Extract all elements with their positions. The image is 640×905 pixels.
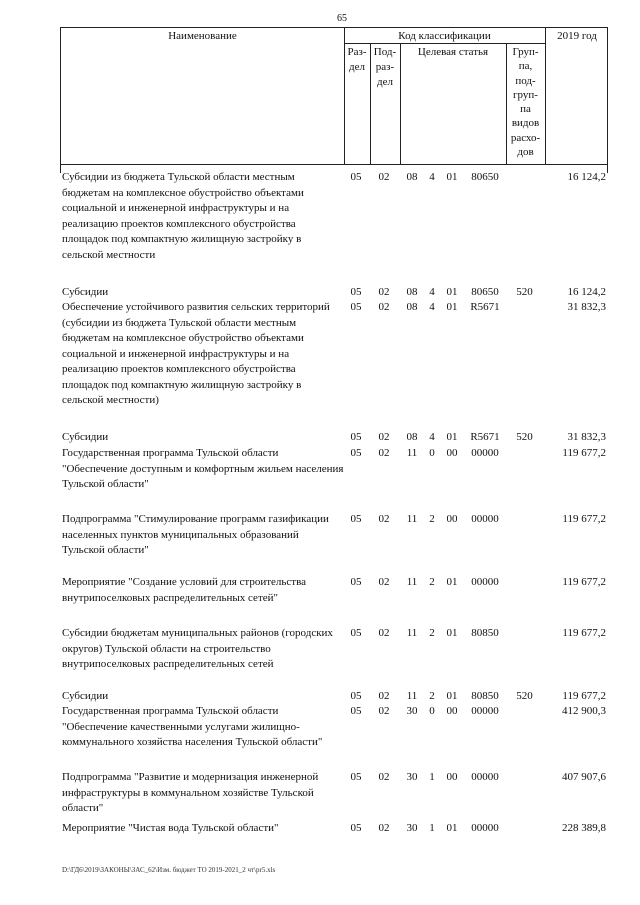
row-code-c2: 2 — [429, 627, 435, 639]
row-code-pr: 02 — [378, 576, 390, 588]
row-code-c2: 4 — [429, 301, 435, 313]
row-code-rz: 05 — [350, 431, 362, 443]
row-code-vr: 520 — [516, 431, 533, 443]
row-code-c1: 11 — [406, 690, 418, 702]
row-code-c4: R5671 — [470, 301, 500, 313]
row-code-pr: 02 — [378, 301, 390, 313]
row-code-c1: 08 — [406, 301, 418, 313]
header-name: Наименование — [168, 30, 237, 42]
row-name: Субсидии — [62, 286, 109, 298]
row-code-rz: 05 — [350, 690, 362, 702]
row-code-c3: 01 — [446, 822, 458, 834]
row-code-c3: 00 — [446, 513, 458, 525]
row-code-c3: 00 — [446, 771, 458, 783]
header-year: 2019 год — [557, 30, 597, 42]
table-header — [60, 27, 608, 165]
row-amount: 412 900,3 — [562, 705, 606, 717]
row-code-c2: 1 — [429, 771, 435, 783]
row-code-pr: 02 — [378, 286, 390, 298]
row-code-c2: 2 — [429, 576, 435, 588]
row-code-c4: 00000 — [471, 576, 499, 588]
row-code-pr: 02 — [378, 171, 390, 183]
file-path-footer: D:\ГД6\2019\ЗАКОНЫ\ЗАС_62\Изм. бюджет ТО 2019-2021_2 чт\pr5.xls — [62, 866, 276, 874]
row-name: Государственная программа Тульской области "Обеспечение качественными услугами жилищно-коммунального хозяйства населения Тульской области" — [62, 705, 323, 748]
row-code-pr: 02 — [378, 627, 390, 639]
row-code-c1: 11 — [406, 513, 418, 525]
row-code-c4: R5671 — [470, 431, 500, 443]
row-code-c1: 08 — [406, 171, 418, 183]
row-name: Государственная программа Тульской области "Обеспечение доступным и комфортным жильем населения Тульской области" — [62, 447, 344, 490]
row-code-c2: 1 — [429, 822, 435, 834]
row-name: Мероприятие "Создание условий для строительства внутрипоселковых распределительных сетей" — [62, 576, 307, 604]
row-code-c4: 80850 — [471, 627, 499, 639]
row-code-c1: 30 — [406, 771, 418, 783]
row-code-c2: 2 — [429, 690, 435, 702]
row-code-c4: 00000 — [471, 447, 499, 459]
row-amount: 119 677,2 — [562, 513, 606, 525]
row-code-pr: 02 — [378, 822, 390, 834]
row-code-c2: 2 — [429, 513, 435, 525]
row-code-c4: 80650 — [471, 286, 499, 298]
row-code-pr: 02 — [378, 771, 390, 783]
row-code-vr: 520 — [516, 286, 533, 298]
row-code-c3: 01 — [446, 690, 458, 702]
row-name: Подпрограмма "Стимулирование программ газификации населенных пунктов муниципальных образований Тульской области" — [62, 513, 329, 556]
row-amount: 119 677,2 — [562, 627, 606, 639]
row-amount: 16 124,2 — [567, 286, 606, 298]
row-amount: 119 677,2 — [562, 690, 606, 702]
header-classification: Код классификации — [398, 30, 491, 42]
row-code-c3: 01 — [446, 301, 458, 313]
row-code-c1: 11 — [406, 627, 418, 639]
row-name: Подпрограмма "Развитие и модернизация инженерной инфраструктуры в коммунальном хозяйстве Тульской области" — [62, 771, 319, 814]
row-code-vr: 520 — [516, 690, 533, 702]
row-code-c2: 4 — [429, 171, 435, 183]
row-name: Субсидии — [62, 431, 109, 443]
row-code-c1: 30 — [406, 822, 418, 834]
row-name: Мероприятие "Чистая вода Тульской области" — [62, 822, 279, 834]
row-code-rz: 05 — [350, 447, 362, 459]
row-code-c4: 80850 — [471, 690, 499, 702]
row-code-c4: 80650 — [471, 171, 499, 183]
row-code-rz: 05 — [350, 576, 362, 588]
row-code-rz: 05 — [350, 627, 362, 639]
header-subsection: Под- раз- дел — [373, 46, 397, 88]
row-amount: 119 677,2 — [562, 447, 606, 459]
row-code-c1: 08 — [406, 286, 418, 298]
row-code-c3: 01 — [446, 286, 458, 298]
row-name: Субсидии из бюджета Тульской области местным бюджетам на комплексное обустройство объектами социальной и инженерной инфраструктуры и на реализацию проектов комплексного обустройства площадок под компактную жилищную застройку в сельской местности — [62, 171, 304, 261]
row-amount: 31 832,3 — [567, 431, 606, 443]
row-code-c3: 01 — [446, 576, 458, 588]
row-code-rz: 05 — [350, 771, 362, 783]
row-code-pr: 02 — [378, 431, 390, 443]
row-amount: 31 832,3 — [567, 301, 606, 313]
header-section: Раз- дел — [347, 46, 367, 73]
row-amount: 228 389,8 — [562, 822, 606, 834]
row-code-c2: 0 — [429, 447, 435, 459]
row-code-c1: 11 — [406, 447, 418, 459]
row-code-pr: 02 — [378, 705, 390, 717]
row-code-c2: 4 — [429, 431, 435, 443]
row-code-c4: 00000 — [471, 822, 499, 834]
header-group: Груп- па, под- груп- па видов расхо- дов — [510, 46, 541, 159]
row-code-c4: 00000 — [471, 705, 499, 717]
row-code-c1: 30 — [406, 705, 418, 717]
row-code-c3: 00 — [446, 705, 458, 717]
page-number: 65 — [337, 13, 347, 24]
row-code-rz: 05 — [350, 286, 362, 298]
row-code-c4: 00000 — [471, 771, 499, 783]
row-code-rz: 05 — [350, 822, 362, 834]
row-code-c3: 01 — [446, 627, 458, 639]
row-name: Субсидии — [62, 690, 109, 702]
row-code-c3: 01 — [446, 171, 458, 183]
row-code-pr: 02 — [378, 447, 390, 459]
row-code-c2: 4 — [429, 286, 435, 298]
row-code-c1: 08 — [406, 431, 418, 443]
row-name: Обеспечение устойчивого развития сельских территорий (субсидии из бюджета Тульской области местным бюджетам на комплексное обустройство объектами социальной и инженерной инфраструктуры и на реализацию проектов комплексного обустройства площадок под компактную жилищную застройку в сельской местности) — [62, 301, 330, 406]
row-code-rz: 05 — [350, 513, 362, 525]
row-name: Субсидии бюджетам муниципальных районов (городских округов) Тульской области на строительство внутрипоселковых распределительных сетей — [62, 627, 333, 670]
row-code-rz: 05 — [350, 301, 362, 313]
row-code-c3: 00 — [446, 447, 458, 459]
row-code-rz: 05 — [350, 171, 362, 183]
row-code-c4: 00000 — [471, 513, 499, 525]
row-code-c1: 11 — [406, 576, 418, 588]
row-code-c3: 01 — [446, 431, 458, 443]
row-amount: 119 677,2 — [562, 576, 606, 588]
row-code-c2: 0 — [429, 705, 435, 717]
row-code-pr: 02 — [378, 513, 390, 525]
row-amount: 407 907,6 — [562, 771, 606, 783]
row-code-rz: 05 — [350, 705, 362, 717]
header-target: Целевая статья — [417, 46, 489, 58]
row-amount: 16 124,2 — [567, 171, 606, 183]
row-code-pr: 02 — [378, 690, 390, 702]
